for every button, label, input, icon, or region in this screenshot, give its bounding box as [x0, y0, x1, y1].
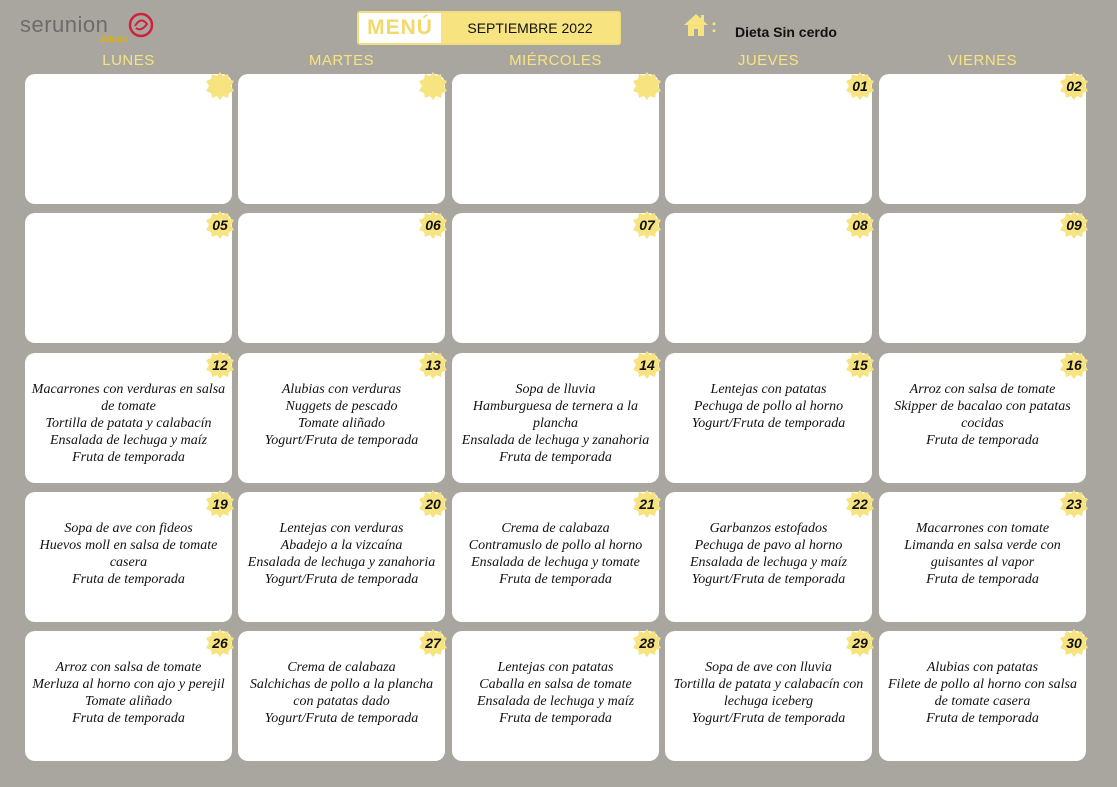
day-cell	[238, 353, 445, 483]
meal-item: Lentejas con patatas	[710, 382, 827, 397]
day-badge	[1059, 628, 1089, 658]
meal-list	[244, 520, 439, 588]
day-cell	[25, 492, 232, 622]
day-badge	[632, 489, 662, 519]
day-cell	[665, 492, 872, 622]
day-number: 08	[852, 217, 868, 233]
meal-item: Fruta de temporada	[499, 450, 612, 465]
meal-item: Lentejas con verduras	[279, 521, 404, 536]
meal-list	[31, 659, 226, 727]
weekday-header	[25, 52, 1087, 72]
meal-item: Sopa de ave con fideos	[64, 521, 193, 536]
meal-item: Yogurt/Fruta de temporada	[264, 572, 419, 587]
day-cell	[238, 492, 445, 622]
day-cell	[879, 213, 1086, 343]
meal-list	[671, 520, 866, 588]
day-number: 09	[1066, 217, 1082, 233]
meal-list	[885, 520, 1080, 588]
meal-item: Yogurt/Fruta de temporada	[691, 416, 846, 431]
menu-title-box	[357, 11, 621, 45]
day-cell	[665, 353, 872, 483]
brand-name: serunion	[20, 12, 109, 37]
day-number: 22	[852, 496, 868, 512]
day-number: 13	[425, 357, 441, 373]
day-number	[632, 71, 662, 101]
day-number: 28	[639, 635, 655, 651]
meal-item: Fruta de temporada	[72, 572, 185, 587]
day-badge	[632, 628, 662, 658]
day-number: 12	[212, 357, 228, 373]
day-cell	[238, 631, 445, 761]
meal-item: Huevos moll en salsa de tomate casera	[39, 538, 218, 570]
meal-item: Fruta de temporada	[499, 572, 612, 587]
day-cell	[238, 74, 445, 204]
meal-item: Macarrones con verduras en salsa de tomate	[31, 382, 226, 414]
meal-item: Tomate aliñado	[298, 416, 385, 431]
day-number: 02	[1066, 78, 1082, 94]
day-badge	[1059, 489, 1089, 519]
menu-label: MENÚ	[359, 13, 441, 43]
day-cell	[238, 213, 445, 343]
day-badge	[418, 628, 448, 658]
day-badge	[205, 350, 235, 380]
meal-list	[244, 381, 439, 449]
meal-item: Lentejas con patatas	[497, 660, 614, 675]
meal-list	[671, 659, 866, 727]
day-number: 14	[639, 357, 655, 373]
day-number: 20	[425, 496, 441, 512]
brand-mark-icon	[128, 12, 154, 38]
meal-item: Ensalada de lechuga y zanahoria	[461, 433, 650, 448]
meal-item: Crema de calabaza	[287, 660, 396, 675]
meal-item: Ensalada de lechuga y maíz	[476, 694, 635, 709]
meal-item: Yogurt/Fruta de temporada	[691, 572, 846, 587]
meal-item: Filete de pollo al horno con salsa de tomate casera	[888, 677, 1077, 709]
weekday-label: JUEVES	[737, 52, 800, 69]
meal-item: Fruta de temporada	[926, 433, 1039, 448]
meal-list	[458, 659, 653, 727]
day-number: 07	[639, 217, 655, 233]
day-cell	[25, 631, 232, 761]
day-cell	[665, 74, 872, 204]
meal-list	[458, 381, 653, 466]
day-badge	[632, 71, 662, 101]
brand-logo	[20, 8, 160, 48]
meal-item: Garbanzos estofados	[709, 521, 828, 536]
day-badge	[205, 628, 235, 658]
day-cell	[879, 492, 1086, 622]
meal-list	[244, 659, 439, 727]
meal-item: Fruta de temporada	[926, 711, 1039, 726]
meal-list	[31, 520, 226, 588]
day-number	[205, 71, 235, 101]
weekday-label: MARTES	[308, 52, 375, 69]
day-badge	[418, 71, 448, 101]
weekday-label: LUNES	[102, 52, 155, 69]
day-badge	[418, 210, 448, 240]
meal-item: Ensalada de lechuga y maíz	[689, 555, 848, 570]
meal-item: Tomate aliñado	[85, 694, 172, 709]
meal-list	[885, 659, 1080, 727]
meal-item: Fruta de temporada	[72, 711, 185, 726]
meal-item: Arroz con salsa de tomate	[55, 660, 202, 675]
meal-item: Hamburguesa de ternera a la plancha	[472, 399, 639, 431]
meal-list	[31, 381, 226, 466]
day-number: 06	[425, 217, 441, 233]
meal-item: Fruta de temporada	[499, 711, 612, 726]
day-cell	[879, 74, 1086, 204]
day-badge	[632, 350, 662, 380]
home-icon	[683, 12, 709, 38]
meal-item: Tortilla de patata y calabacín con lechuga iceberg	[673, 677, 864, 709]
weekday-label: VIERNES	[947, 52, 1018, 69]
meal-item: Tortilla de patata y calabacín	[45, 416, 212, 431]
day-number: 19	[212, 496, 228, 512]
meal-list	[885, 381, 1080, 449]
day-badge	[845, 628, 875, 658]
meal-item: Pechuga de pavo al horno	[694, 538, 843, 553]
meal-item: Limanda en salsa verde con guisantes al vapor	[904, 538, 1061, 570]
day-cell	[665, 631, 872, 761]
day-cell	[25, 213, 232, 343]
meal-item: Contramuslo de pollo al horno	[468, 538, 643, 553]
day-cell	[452, 353, 659, 483]
meal-item: Macarrones con tomate	[915, 521, 1050, 536]
day-badge	[845, 489, 875, 519]
day-cell	[452, 74, 659, 204]
day-number	[418, 71, 448, 101]
day-cell	[452, 492, 659, 622]
day-badge	[1059, 71, 1089, 101]
meal-item: Alubias con verduras	[281, 382, 402, 397]
menu-month: SEPTIEMBRE 2022	[467, 20, 593, 36]
meal-item: Ensalada de lechuga y zanahoria	[247, 555, 436, 570]
day-cell	[879, 631, 1086, 761]
day-badge	[845, 350, 875, 380]
day-badge	[205, 71, 235, 101]
day-cell	[452, 631, 659, 761]
day-number: 29	[852, 635, 868, 651]
day-badge	[632, 210, 662, 240]
day-number: 05	[212, 217, 228, 233]
meal-item: Yogurt/Fruta de temporada	[691, 711, 846, 726]
day-badge	[845, 210, 875, 240]
meal-item: Nuggets de pescado	[285, 399, 398, 414]
day-number: 15	[852, 357, 868, 373]
day-badge	[205, 489, 235, 519]
day-badge	[1059, 350, 1089, 380]
day-badge	[205, 210, 235, 240]
meal-item: Caballa en salsa de tomate	[479, 677, 632, 692]
day-number: 21	[639, 496, 655, 512]
day-number: 16	[1066, 357, 1082, 373]
day-number: 27	[425, 635, 441, 651]
meal-item: Sopa de lluvia	[515, 382, 596, 397]
diet-label: Dieta Sin cerdo	[735, 24, 837, 40]
meal-item: Skipper de bacalao con patatas cocidas	[894, 399, 1071, 431]
day-number: 23	[1066, 496, 1082, 512]
home-colon: :	[711, 16, 717, 36]
meal-item: Merluza al horno con ajo y perejil	[32, 677, 225, 692]
day-badge	[1059, 210, 1089, 240]
day-cell	[25, 353, 232, 483]
day-badge	[418, 489, 448, 519]
meal-list	[458, 520, 653, 588]
day-badge	[418, 350, 448, 380]
day-cell	[25, 74, 232, 204]
meal-item: Yogurt/Fruta de temporada	[264, 711, 419, 726]
meal-item: Pechuga de pollo al horno	[693, 399, 844, 414]
meal-item: Fruta de temporada	[926, 572, 1039, 587]
day-number: 30	[1066, 635, 1082, 651]
meal-item: Salchichas de pollo a la plancha	[249, 677, 434, 692]
brand-sub: Educa	[100, 34, 128, 44]
meal-item: Crema de calabaza	[501, 521, 610, 536]
day-badge	[845, 71, 875, 101]
meal-item: Abadejo a la vizcaína	[280, 538, 403, 553]
meal-list	[671, 381, 866, 432]
weekday-label: MIÉRCOLES	[509, 52, 602, 69]
day-cell	[452, 213, 659, 343]
meal-item: con patatas dado	[293, 694, 390, 709]
meal-item: Fruta de temporada	[72, 450, 185, 465]
day-number: 01	[852, 78, 868, 94]
meal-item: Ensalada de lechuga y maíz	[49, 433, 208, 448]
meal-item: Sopa de ave con lluvia	[705, 660, 832, 675]
meal-item: Alubias con patatas	[926, 660, 1039, 675]
meal-item: Yogurt/Fruta de temporada	[264, 433, 419, 448]
day-cell	[879, 353, 1086, 483]
day-cell	[665, 213, 872, 343]
meal-item: Ensalada de lechuga y tomate	[471, 555, 640, 570]
day-number: 26	[212, 635, 228, 651]
meal-item: Arroz con salsa de tomate	[909, 382, 1056, 397]
